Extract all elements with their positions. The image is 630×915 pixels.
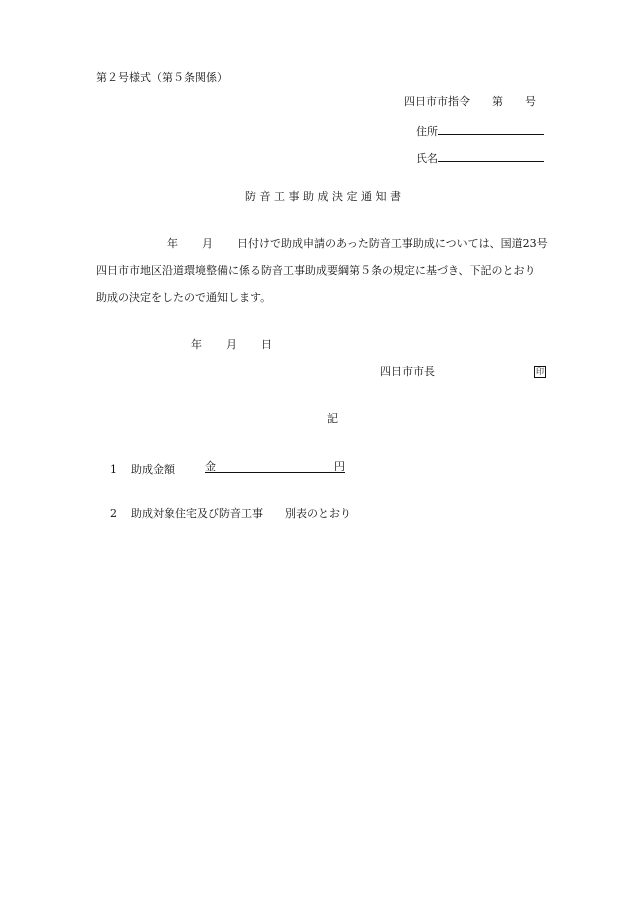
item-1-number: 1 <box>110 463 117 476</box>
amount-field <box>205 461 345 473</box>
item-2-number: 2 <box>110 507 117 520</box>
item-2-label: 助成対象住宅及び防音工事 <box>131 507 263 520</box>
issue-year: 年 <box>191 338 202 351</box>
issuer-ref-label: 四日市市指令 <box>404 95 470 108</box>
name-label: 氏名 <box>416 152 438 165</box>
body-line-3: 助成の決定をしたので通知します。 <box>96 291 272 304</box>
address-field <box>416 123 544 137</box>
body-month: 月 <box>202 237 213 250</box>
mayor-seal: 印 <box>536 367 544 376</box>
body-line-1 <box>167 238 548 249</box>
body-line-2: 四日市市地区沿道環境整備に係る防音工事助成要綱第５条の規定に基づき、下記のとおり <box>96 264 536 277</box>
number-prefix: 第 <box>492 95 503 108</box>
item-2-value: 別表のとおり <box>285 507 351 520</box>
item-2 <box>110 508 351 519</box>
ki-heading: 記 <box>327 412 338 425</box>
body-date-text: 日付けで助成申請のあった防音工事助成については、国道23号 <box>237 237 548 250</box>
form-label: 第２号様式（第５条関係） <box>96 71 228 84</box>
item-1 <box>110 461 345 475</box>
amount-suffix: 円 <box>334 460 345 473</box>
document-title: 防 音 工 事 助 成 決 定 通 知 書 <box>245 190 401 203</box>
mayor-title: 四日市市長 <box>380 365 435 378</box>
body-year: 年 <box>167 237 178 250</box>
issue-date <box>191 339 272 350</box>
issue-month: 月 <box>226 338 237 351</box>
item-1-label: 助成金額 <box>131 463 175 476</box>
number-suffix: 号 <box>525 95 536 108</box>
amount-prefix: 金 <box>205 460 216 473</box>
address-line <box>438 123 544 135</box>
name-field <box>416 150 544 164</box>
issuer-reference <box>404 96 536 107</box>
issue-day: 日 <box>261 338 272 351</box>
name-line <box>438 150 544 162</box>
address-label: 住所 <box>416 125 438 138</box>
